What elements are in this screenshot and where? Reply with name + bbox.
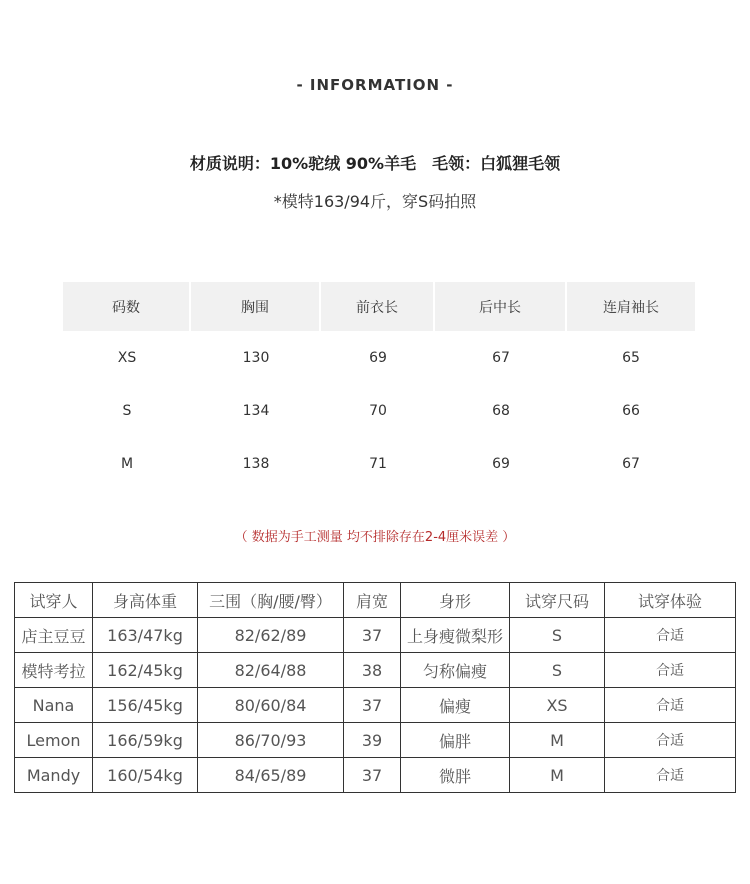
try-cell: 微胖 — [401, 758, 510, 793]
try-cell: 84/65/89 — [198, 758, 344, 793]
try-header-cell: 试穿人 — [15, 583, 93, 618]
size-cell: 68 — [492, 402, 510, 419]
try-cell: 店主豆豆 — [15, 618, 93, 653]
try-on-row — [15, 758, 736, 793]
size-cell: 67 — [622, 455, 640, 472]
try-cell: Lemon — [15, 723, 93, 758]
try-cell: 82/64/88 — [198, 653, 344, 688]
size-header-cell: 胸围 — [191, 282, 321, 331]
try-cell: Nana — [15, 688, 93, 723]
try-cell: 合适 — [605, 723, 736, 758]
size-cell: 69 — [369, 349, 387, 366]
try-cell: 162/45kg — [93, 653, 198, 688]
try-on-table — [14, 582, 736, 793]
try-cell: 160/54kg — [93, 758, 198, 793]
try-on-row — [15, 653, 736, 688]
try-cell: S — [510, 618, 605, 653]
size-chart-row — [63, 384, 695, 437]
try-cell: 合适 — [605, 688, 736, 723]
try-header-cell: 肩宽 — [344, 583, 401, 618]
try-cell: 上身瘦微梨形 — [401, 618, 510, 653]
size-cell: 69 — [492, 455, 510, 472]
size-cell: 138 — [242, 455, 270, 472]
try-cell: 82/62/89 — [198, 618, 344, 653]
try-cell: 合适 — [605, 618, 736, 653]
model-size-note: *模特163/94斤，穿S码拍照 — [273, 192, 477, 211]
size-cell: M — [120, 455, 134, 472]
try-header-cell: 三围（胸/腰/臀） — [198, 583, 344, 618]
try-cell: 37 — [344, 618, 401, 653]
size-cell: 134 — [242, 402, 270, 419]
try-cell: 合适 — [605, 653, 736, 688]
size-cell: 71 — [369, 455, 387, 472]
try-cell: 163/47kg — [93, 618, 198, 653]
try-on-row — [15, 618, 736, 653]
try-cell: 38 — [344, 653, 401, 688]
try-on-row — [15, 688, 736, 723]
size-header-cell: 前衣长 — [321, 282, 435, 331]
try-cell: 166/59kg — [93, 723, 198, 758]
size-chart-row — [63, 331, 695, 384]
try-cell: XS — [510, 688, 605, 723]
try-cell: M — [510, 758, 605, 793]
size-cell: S — [122, 402, 132, 419]
material-description: 材质说明：10%驼绒 90%羊毛 毛领：白狐狸毛领 — [189, 154, 561, 173]
size-header-cell: 后中长 — [435, 282, 567, 331]
size-header-cell: 连肩袖长 — [567, 282, 695, 331]
try-cell: 匀称偏瘦 — [401, 653, 510, 688]
try-header-cell: 试穿尺码 — [510, 583, 605, 618]
try-cell: M — [510, 723, 605, 758]
try-cell: 39 — [344, 723, 401, 758]
try-cell: 80/60/84 — [198, 688, 344, 723]
size-cell: XS — [117, 349, 137, 366]
try-cell: 37 — [344, 758, 401, 793]
size-chart-row — [63, 437, 695, 490]
size-cell: 65 — [622, 349, 640, 366]
try-on-header-row — [15, 583, 736, 618]
try-header-cell: 身形 — [401, 583, 510, 618]
try-cell: 合适 — [605, 758, 736, 793]
try-cell: 偏瘦 — [401, 688, 510, 723]
size-chart-table — [63, 282, 695, 490]
size-cell: 70 — [369, 402, 387, 419]
try-cell: 模特考拉 — [15, 653, 93, 688]
size-chart-header-row — [63, 282, 695, 331]
try-header-cell: 身高体重 — [93, 583, 198, 618]
measurement-disclaimer: （ 数据为手工测量 均不排除存在2-4厘米误差 ） — [234, 530, 516, 545]
size-cell: 66 — [622, 402, 640, 419]
size-cell: 67 — [492, 349, 510, 366]
try-cell: 86/70/93 — [198, 723, 344, 758]
try-cell: S — [510, 653, 605, 688]
try-on-row — [15, 723, 736, 758]
try-header-cell: 试穿体验 — [605, 583, 736, 618]
try-cell: 37 — [344, 688, 401, 723]
size-header-cell: 码数 — [63, 282, 191, 331]
size-cell: 130 — [242, 349, 270, 366]
try-cell: 156/45kg — [93, 688, 198, 723]
information-heading: - INFORMATION - — [296, 76, 454, 94]
try-cell: 偏胖 — [401, 723, 510, 758]
try-cell: Mandy — [15, 758, 93, 793]
